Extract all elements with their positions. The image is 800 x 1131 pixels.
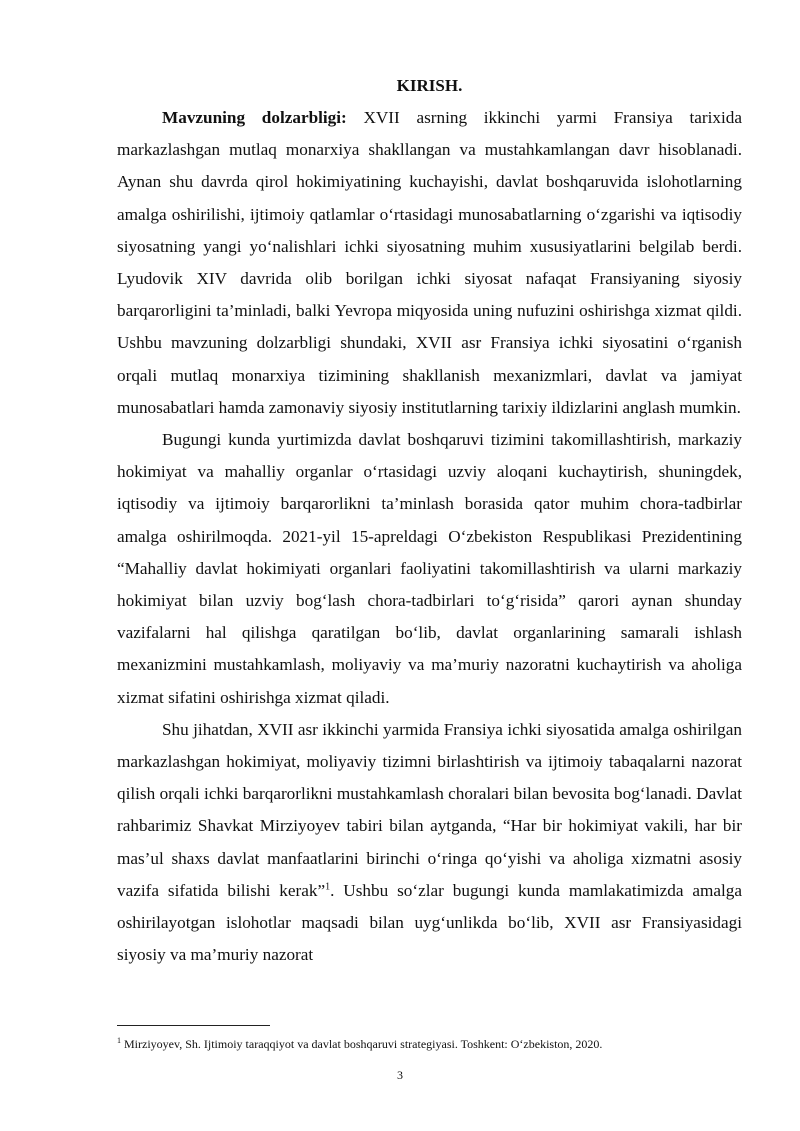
paragraph-lead: Mavzuning dolzarbligi: — [162, 108, 347, 127]
paragraph-text: Bugungi kunda yurtimizda davlat boshqaruvi tizimini takomillashtirish, markaziy hokimiyat va mahalliy organlar o‘rtasidagi uzviy aloqani kuchaytirish, shuningdek, iqtisodiy va ijtimoiy barqarorlikni ta’minlash borasida qator muhim chora-tadbirlar amalga oshirilmoqda. 2021-yil 15-apreldagi O‘zbekiston Respublikasi Prezidentining “Mahalliy davlat hokimiyati organlari faoliyatini takomillashtirish va ularni markaziy hokimiyat bilan uzviy bog‘lash chora-tadbirlari to‘g‘risida” qarori aynan shunday vazifalarni hal qilishga qaratilgan bo‘lib, davlat organlarining samarali ishlash mexanizmini mustahkamlash, moliyaviy va ma’muriy nazoratni kuchaytirish va aholiga xizmat sifatini oshirishga xizmat qiladi. — [117, 430, 742, 707]
footnote-separator — [117, 1025, 270, 1026]
page-body — [117, 70, 742, 971]
paragraph-relevance — [117, 102, 742, 424]
footnote-number: 1 — [117, 1036, 121, 1045]
section-heading: KIRISH. — [396, 76, 463, 95]
paragraph-today — [117, 424, 742, 714]
footnote — [117, 1036, 742, 1052]
footnote-text: Mirziyoyev, Sh. Ijtimoiy taraqqiyot va davlat boshqaruvi strategiyasi. Toshkent: O‘zbekiston, 2020. — [121, 1037, 603, 1051]
paragraph-text: Shu jihatdan, XVII asr ikkinchi yarmida Fransiya ichki siyosatida amalga oshirilgan markazlashgan hokimiyat, moliyaviy tizimni birlashtirish va ijtimoiy tabaqalarni nazorat qilish orqali ichki barqarorlikni mustahkamlash choralari bilan bevosita bog‘lanadi. Davlat rahbarimiz Shavkat Mirziyoyev tabiri bilan aytganda, “Har bir hokimiyat vakili, har bir mas’ul shaxs davlat manfaatlarini birinchi o‘ringa qo‘yishi va aholiga xizmatni asosiy vazifa sifatida bilishi kerak” — [117, 719, 742, 900]
paragraph-text: XVII asrning ikkinchi yarmi Fransiya tarixida markazlashgan mutlaq monarxiya shakllangan va mustahkamlangan davr hisoblanadi. Aynan shu davrda qirol hokimiyatining kuchayishi, davlat boshqaruvida islohotlarning amalga oshirilishi, ijtimoiy qatlamlar o‘rtasidagi munosabatlarning o‘zgarishi va iqtisodiy siyosatning yangi yo‘nalishlari ichki siyosatning muhim xususiyatlarini belgilab berdi. Lyudovik XIV davrida olib borilgan ichki siyosat nafaqat Fransiyaning siyosiy barqarorligini ta’minladi, balki Yevropa miqyosida uning nufuzini oshirishga xizmat qildi. Ushbu mavzuning dolzarbligi shundaki, XVII asr Fransiya ichki siyosatini o‘rganish orqali mutlaq monarxiya tizimining shakllanish mexanizmlari, davlat va jamiyat munosabatlari hamda zamonaviy siyosiy institutlarning tarixiy ildizlarini anglash mumkin. — [117, 108, 742, 417]
paragraph-text: . Ushbu so‘zlar bugungi kunda mamlakatimizda amalga oshirilayotgan islohotlar maqsadi bilan uyg‘unlikda bo‘lib, XVII asr Fransiyasidagi siyosiy va ma’muriy nazorat — [117, 880, 742, 965]
page-number: 3 — [397, 1068, 403, 1082]
footnote-reference[interactable]: 1 — [325, 881, 331, 893]
paragraph-connection — [117, 714, 742, 972]
